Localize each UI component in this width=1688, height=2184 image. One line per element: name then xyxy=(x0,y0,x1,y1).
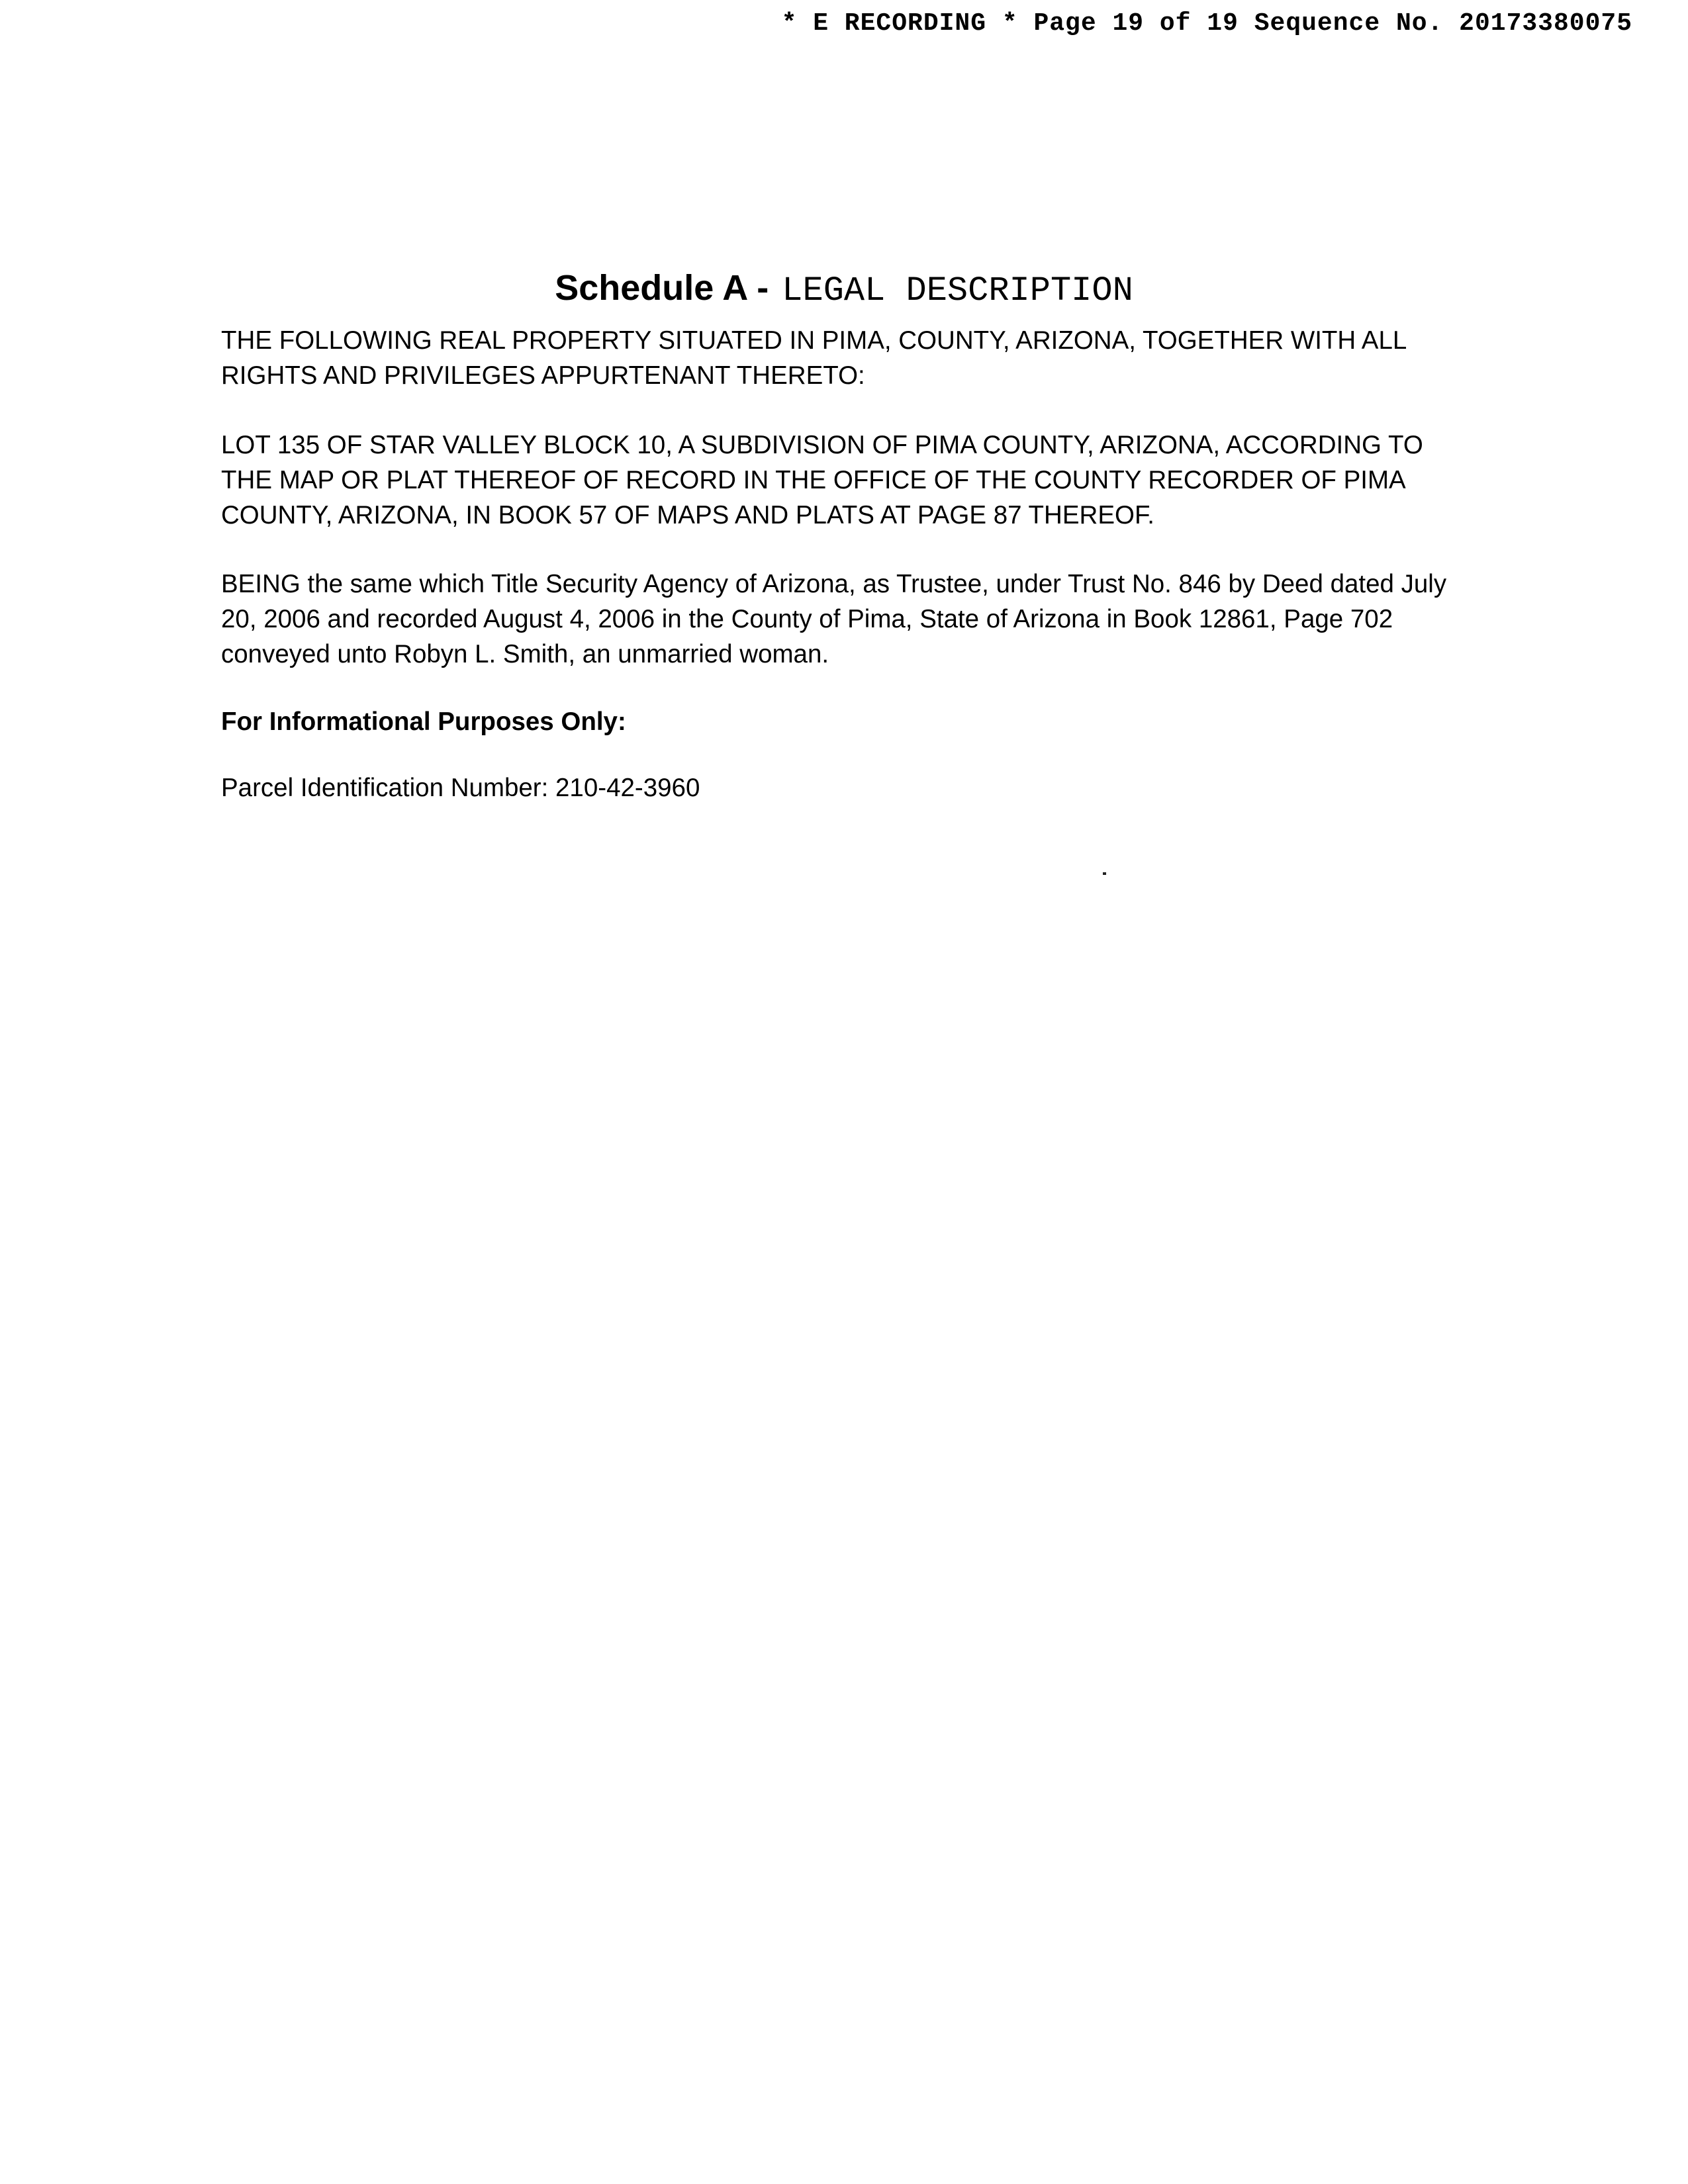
lot-description-paragraph: LOT 135 OF STAR VALLEY BLOCK 10, A SUBDIVISION OF PIMA COUNTY, ARIZONA, ACCORDING TO THE MAP OR PLAT THEREOF OF RECORD IN THE OFFICE OF THE COUNTY RECORDER OF PIMA COUNTY, ARIZONA, IN BOOK 57 OF MAPS AND PLATS AT PAGE 87 THEREOF. xyxy=(221,431,1423,529)
parcel-number-line: Parcel Identification Number: 210-42-3960 xyxy=(221,774,700,802)
scan-speck xyxy=(1103,872,1106,875)
schedule-title-label: Schedule A - xyxy=(555,268,769,308)
deed-history-paragraph: BEING the same which Title Security Agency of Arizona, as Trustee, under Trust No. 846 by Deed dated July 20, 2006 and recorded August 4, 2006 in the County of Pima, State of Arizona in Book 12861, Page 702 conveyed unto Robyn L. Smith, an unmarried woman. xyxy=(221,570,1447,668)
informational-heading: For Informational Purposes Only: xyxy=(221,707,626,736)
schedule-title-typed: LEGAL DESCRIPTION xyxy=(782,271,1133,310)
recording-header: * E RECORDING * Page 19 of 19 Sequence No. 20173380075 xyxy=(781,9,1632,38)
property-intro-paragraph: THE FOLLOWING REAL PROPERTY SITUATED IN PIMA, COUNTY, ARIZONA, TOGETHER WITH ALL RIGHTS AND PRIVILEGES APPURTENANT THERETO: xyxy=(221,326,1406,390)
schedule-title xyxy=(0,267,1688,310)
